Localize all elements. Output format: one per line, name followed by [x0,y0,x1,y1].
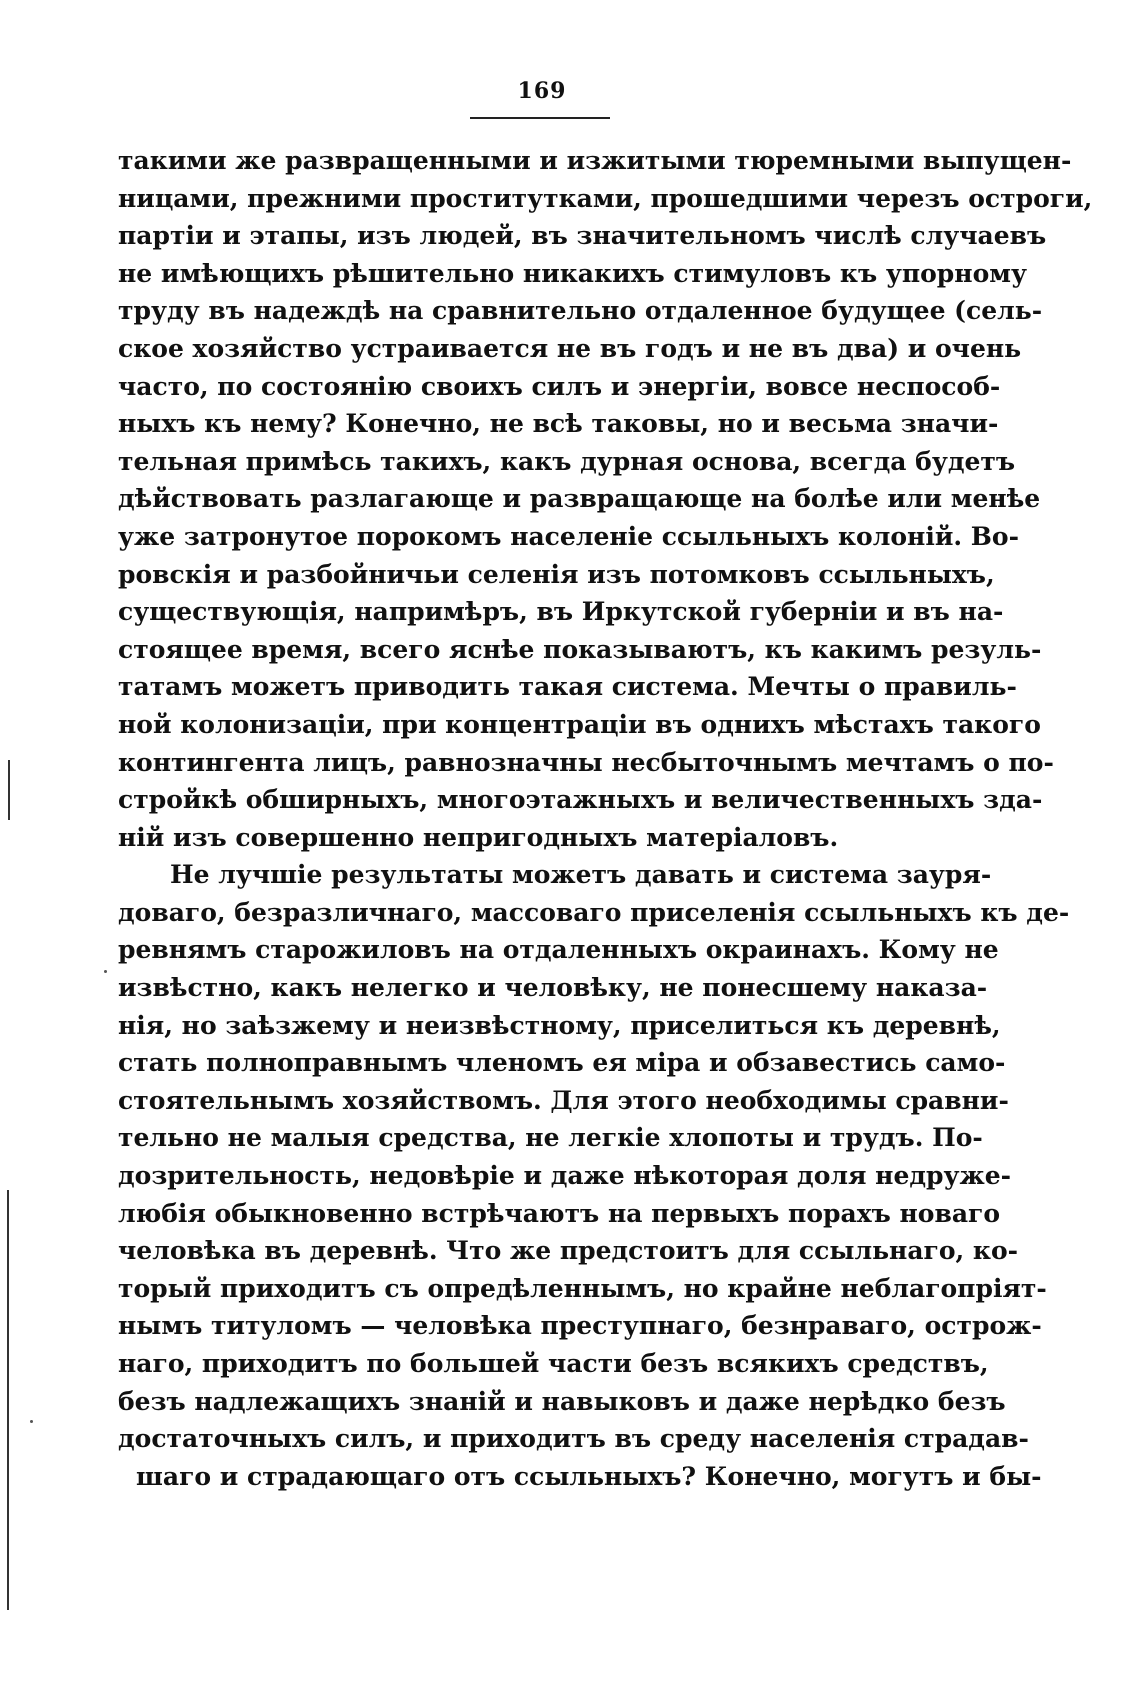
header-rule [470,117,610,119]
text-line: ское хозяйство устраивается не въ годъ и не въ два) и очень [118,333,1022,363]
page-number: 169 [517,78,567,104]
text-line: часто, по состоянію своихъ силъ и энергіи, вовсе неспособ- [118,371,1001,401]
text-line: татамъ можетъ приводить такая система. Мечты о правиль- [118,672,1017,702]
text-line: Не лучшіе результаты можетъ давать и система зауря- [170,860,992,890]
text-line: контингента лицъ, равнозначны несбыточнымъ мечтамъ о по- [118,747,1054,777]
body-text [118,142,1093,1495]
text-line: не имѣющихъ рѣшительно никакихъ стимуловъ къ упорному [118,258,1027,288]
text-line: труду въ надеждѣ на сравнительно отдаленное будущее (сель- [118,296,1043,326]
text-line: наго, приходитъ по большей части безъ всякихъ средствъ, [118,1349,989,1378]
text-line: ній изъ совершенно непригодныхъ матеріаловъ. [118,822,839,852]
text-line: ревнямъ старожиловъ на отдаленныхъ окраинахъ. Кому не [118,935,999,965]
text-line: ровскія и разбойничьи селенія изъ потомковъ ссыльныхъ, [118,559,995,589]
text-line: ницами, прежними проститутками, прошедшими черезъ остроги, [118,183,1093,213]
text-line: любія обыкновенно встрѣчаютъ на первыхъ порахъ новаго [118,1198,1001,1228]
text-line: шаго и страдающаго отъ ссыльныхъ? Конечно, могутъ и бы- [136,1461,1042,1491]
text-line: извѣстно, какъ нелегко и человѣку, не понесшему наказа- [118,973,988,1003]
text-line: существующія, напримѣръ, въ Иркутской губерніи и въ на- [118,597,1004,627]
paragraph-1 [118,142,1093,856]
text-line: стоятельнымъ хозяйствомъ. Для этого необходимы сравни- [118,1085,1009,1115]
margin-speck [30,1420,33,1423]
margin-scan-mark [8,760,10,820]
text-line: стать полноправнымъ членомъ ея міра и обзавестись само- [118,1048,1006,1078]
text-line: ныхъ къ нему? Конечно, не всѣ таковы, но и весьма значи- [118,409,999,439]
text-line: дѣйствовать разлагающе и развращающе на болѣе или менѣе [118,484,1041,514]
text-line: доваго, безразличнаго, массоваго приселенія ссыльныхъ къ де- [118,897,1070,927]
text-line: безъ надлежащихъ знаній и навыковъ и даже нерѣдко безъ [118,1386,1006,1416]
text-line: стоящее время, всего яснѣе показываютъ, къ какимъ резуль- [118,634,1042,664]
text-line: тельная примѣсь такихъ, какъ дурная основа, всегда будетъ [118,446,1016,476]
margin-speck [104,970,107,973]
text-line: достаточныхъ силъ, и приходитъ въ среду населенія страдав- [118,1424,1029,1454]
text-line: ной колонизаціи, при концентраціи въ однихъ мѣстахъ такого [118,709,1041,739]
text-line: нымъ титуломъ — человѣка преступнаго, безнраваго, острож- [118,1311,1042,1341]
text-line: человѣка въ деревнѣ. Что же предстоитъ для ссыльнаго, ко- [118,1236,1019,1266]
paragraph-2 [118,856,1070,1495]
text-line: стройкѣ обширныхъ, многоэтажныхъ и величественныхъ зда- [118,785,1043,815]
text-line: тельно не малыя средства, не легкіе хлопоты и трудъ. По- [118,1123,983,1153]
text-line: торый приходитъ съ опредѣленнымъ, но крайне неблагопріят- [118,1273,1047,1303]
text-line: нія, но заѣзжему и неизвѣстному, приселиться къ деревнѣ, [118,1010,1001,1040]
text-line: дозрительность, недовѣріе и даже нѣкоторая доля недруже- [118,1161,1012,1191]
text-line: партіи и этапы, изъ людей, въ значительномъ числѣ случаевъ [118,221,1047,251]
text-line: уже затронутое порокомъ населеніе ссыльныхъ колоній. Во- [118,521,1019,551]
margin-scan-mark [7,1190,9,1610]
text-line: такими же развращенными и изжитыми тюремными выпущен- [118,146,1072,175]
